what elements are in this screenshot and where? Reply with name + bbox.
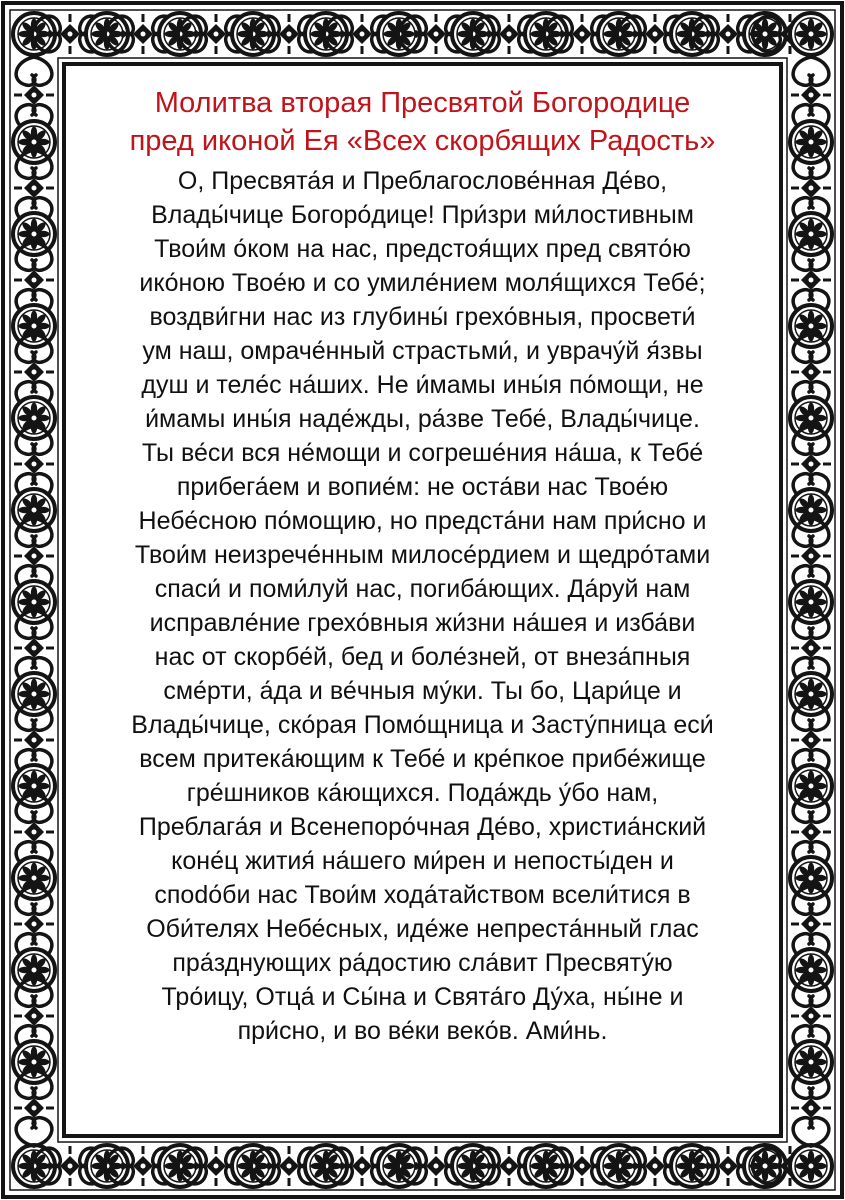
- text-line: Преблага́я и Всенепоро́чная Де́во, христиа́нский: [138, 813, 707, 841]
- text-line: Твои́м о́ком на нас, предстоя́щих пред свято́ю: [154, 235, 691, 263]
- text-line: при́сно, и во ве́ки веко́в. Ами́нь.: [237, 1017, 608, 1045]
- text-line: спodо́би нас Твои́м хода́тайством всели́тися в: [154, 881, 691, 909]
- text-line: ум наш, омраче́нный страстьми́, и уврачу́й я́звы: [142, 337, 703, 365]
- text-line: Ты ве́си вся не́мощи и согреше́ния на́ша, к Тебе́: [141, 439, 704, 467]
- text-line: исправле́ние грехо́вныя жи́зни на́шея и изба́ви: [149, 609, 696, 637]
- text-line: нас от скорбе́й, бед и боле́зней, от внеза́пныя: [154, 643, 691, 671]
- title-line: Молитва вторая Пресвятой Богородице: [154, 87, 691, 119]
- text-line: пра́зднующих ра́достию сла́вит Пресвяту́ю: [172, 949, 673, 977]
- text-line: и́мамы ины́я наде́жды, ра́зве Тебе́, Влады́чице.: [145, 405, 700, 433]
- text-line: коне́ц жития́ на́шего ми́рен и непосты́ден и: [171, 847, 674, 875]
- text-line: ико́ною Твое́ю и со умиле́нием моля́щихся Тебе́;: [139, 269, 706, 297]
- text-line: Оби́телях Небе́сных, иде́же непреста́нный глас: [146, 915, 699, 943]
- text-line: сме́рти, а́да и ве́чныя му́ки. Ты бо, Цари́це и: [163, 677, 682, 705]
- prayer-title: [66, 84, 779, 160]
- text-line: Тро́ицу, Отца́ и Сы́на и Свята́го Ду́ха, ны́не и: [161, 983, 684, 1011]
- prayer-body: [66, 164, 779, 1048]
- title-line: пред иконой Ея «Всех скорбящих Радость»: [129, 125, 716, 157]
- text-line: Влады́чице Богоро́дице! При́зри ми́лостивным: [151, 201, 694, 229]
- text-line: воздви́гни нас из глубины́ грехо́вныя, просвети́: [149, 303, 696, 331]
- prayer-content: [66, 84, 779, 1114]
- text-line: О, Пресвята́я и Преблагослове́нная Де́во,: [177, 167, 668, 195]
- text-line: душ и теле́с на́ших. Не и́мамы ины́я по́мощи, не: [141, 371, 704, 399]
- text-line: гре́шников ка́ющихся. Пода́ждь у́бо нам,: [186, 779, 659, 807]
- text-line: Твои́м неизрече́нным милосе́рдием и щедро́тами: [134, 541, 711, 569]
- text-line: Небе́сною по́мощию, но предста́ни нам при́сно и: [138, 507, 707, 535]
- text-line: Влады́чице, ско́рая Помо́щница и Засту́пница еси́: [131, 711, 714, 739]
- text-line: спаси́ и поми́луй нас, погиба́ющих. Да́руй нам: [154, 575, 691, 603]
- text-line: всем притека́ющим к Тебе́ и кре́пкое прибе́жище: [139, 745, 706, 773]
- text-line: прибега́ем и вопие́м: не оста́ви нас Твое́ю: [176, 473, 669, 501]
